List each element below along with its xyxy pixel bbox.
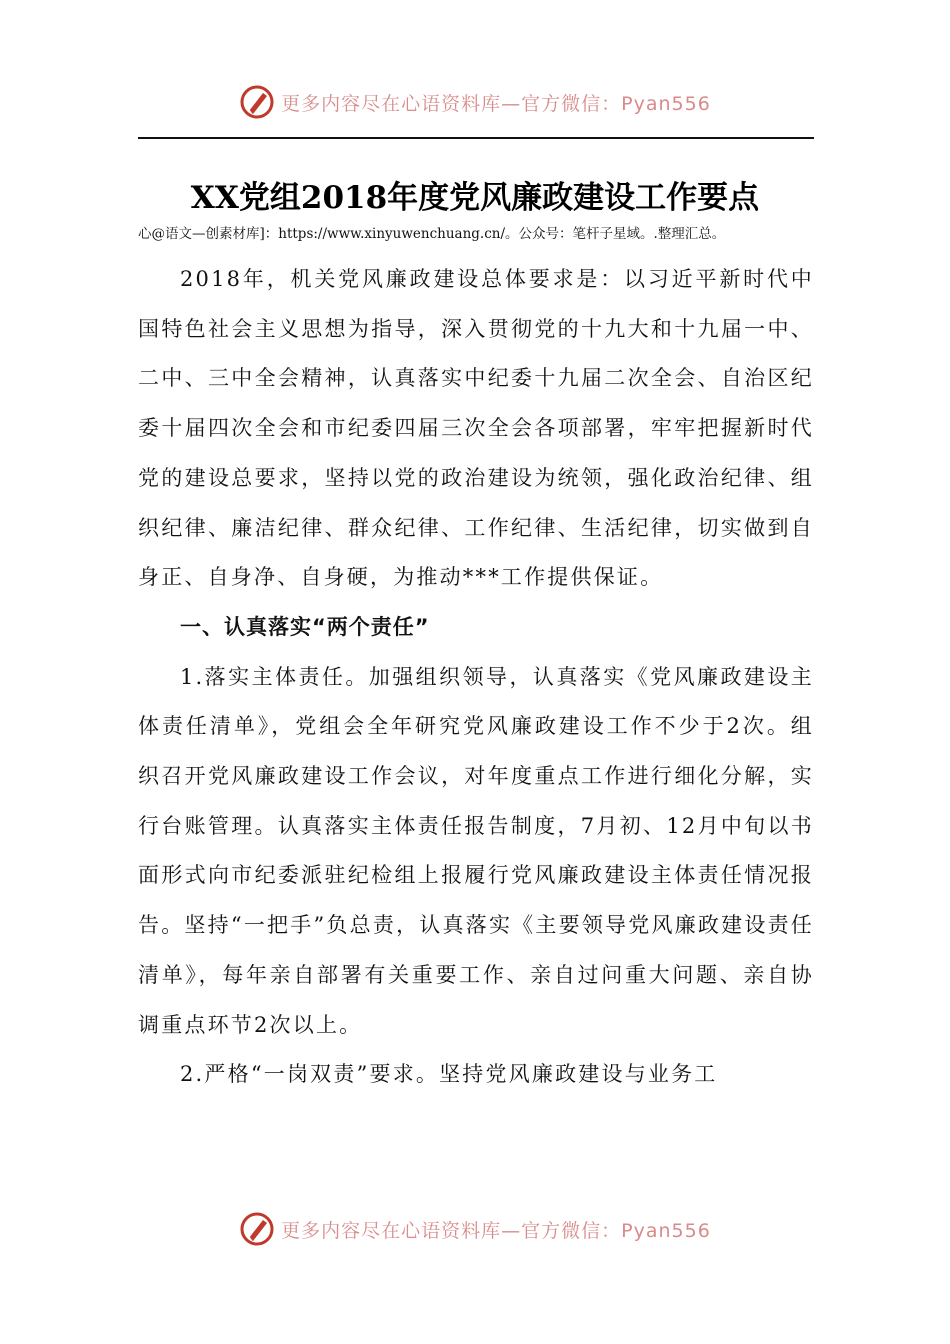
header-banner [0, 80, 950, 124]
document-title: XX党组2018年度党风廉政建设工作要点 [190, 180, 760, 216]
pen-logo-icon [239, 84, 275, 120]
pen-logo-icon [239, 1211, 275, 1247]
section-heading: 一、认真落实“两个责任” [180, 614, 430, 639]
source-line: 心@语文—创素材库]：https://www.xinyuwenchuang.cn/。公众号：笔杆子星域。.整理汇总。 [138, 226, 726, 242]
list-item: 1.落实主体责任。加强组织领导，认真落实《党风廉政建设主体责任清单》，党组会全年研究党风廉政建设工作不少于2次。组织召开党风廉政建设工作会议，对年度重点工作进行细化分解，实行台账管理。认真落实主体责任报告制度，7月初、12月中旬以书面形式向市纪委派驻纪检组上报履行党风廉政建设主体责任情况报告。坚持“一把手”负总责，认真落实《主要领导党风廉政建设责任清单》，每年亲自部署有关重要工作、亲自过问重大问题、亲自协调重点环节2次以上。 [138, 664, 814, 1037]
footer-banner [0, 1207, 950, 1251]
intro-paragraph: 2018年，机关党风廉政建设总体要求是：以习近平新时代中国特色社会主义思想为指导，深入贯彻党的十九大和十九届一中、二中、三中全会精神，认真落实中纪委十九届二次全会、自治区纪委十届四次全会和市纪委四届三次全会各项部署，牢牢把握新时代党的建设总要求，坚持以党的政治建设为统领，强化政治纪律、组织纪律、廉洁纪律、群众纪律、工作纪律、生活纪律，切实做到自身正、自身净、自身硬，为推动***工作提供保证。 [138, 267, 814, 590]
header-divider [138, 137, 814, 139]
banner-text: 更多内容尽在心语资料库—官方微信：Pyan556 [281, 92, 711, 115]
list-item: 2.严格“一岗双责”要求。坚持党风廉政建设与业务工 [180, 1062, 718, 1087]
banner-text: 更多内容尽在心语资料库—官方微信：Pyan556 [281, 1219, 711, 1242]
document-body [138, 255, 814, 1100]
